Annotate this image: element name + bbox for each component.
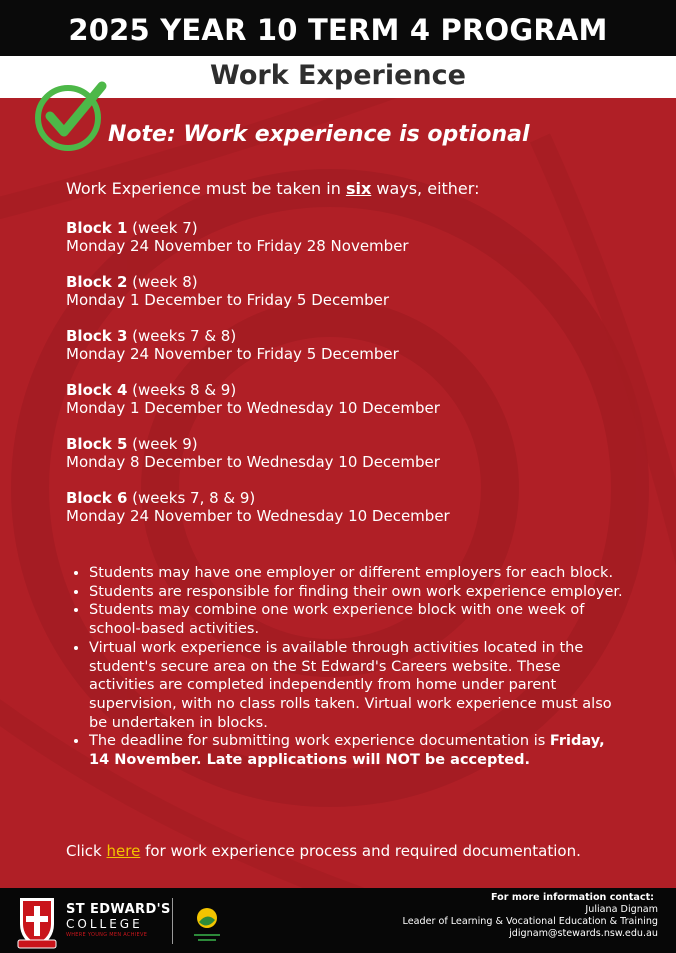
block-1 xyxy=(66,219,626,255)
list-item: • Students may have one employer or different employers for each block. xyxy=(89,564,629,583)
footer xyxy=(0,888,676,953)
checkmark-icon xyxy=(32,78,108,154)
documentation-link[interactable]: here xyxy=(106,842,141,860)
intro-emphasis: six xyxy=(345,179,372,198)
block-4 xyxy=(66,381,626,417)
contact-email[interactable]: jdignam@stewards.nsw.edu.au xyxy=(509,928,658,939)
block-weeks: (weeks 7 & 8) xyxy=(127,327,237,345)
rules-list xyxy=(70,564,629,770)
optional-note: Note: Work experience is optional xyxy=(108,122,530,147)
block-weeks: (weeks 7, 8 & 9) xyxy=(127,489,256,507)
college-motto: WHERE YOUNG MEN ACHIEVE xyxy=(66,932,148,938)
contact-name: Juliana Dignam xyxy=(585,904,658,915)
college-name-word: COLLEGE xyxy=(66,917,143,931)
block-5 xyxy=(66,435,626,471)
college-name xyxy=(66,902,171,939)
contact-heading: For more information contact: xyxy=(491,892,654,903)
block-weeks: (weeks 8 & 9) xyxy=(127,381,237,399)
title-bar xyxy=(0,0,676,56)
intro-text xyxy=(66,177,626,201)
college-name-main: ST EDWARD'S xyxy=(66,902,171,917)
page-subtitle: Work Experience xyxy=(210,60,466,91)
block-dates: Monday 24 November to Friday 28 November xyxy=(66,237,409,255)
main-content xyxy=(66,177,626,543)
block-2 xyxy=(66,273,626,309)
block-weeks: (week 7) xyxy=(127,219,198,237)
deadline-date: Friday, 14 November xyxy=(89,733,605,769)
list-item: • Virtual work experience is available through activities located in the student's secure area on the St Edward's Careers website. These activities are completed independently from home under parent supervision, with no class rolls taken. Virtual work experience must also be undertaken in blocks. xyxy=(89,639,629,733)
list-item: • Students are responsible for finding their own work experience employer. xyxy=(89,583,629,602)
footer-divider xyxy=(172,898,173,944)
click-before: Click xyxy=(66,842,107,860)
partner-logo-icon xyxy=(190,904,224,944)
page-title: 2025 YEAR 10 TERM 4 PROGRAM xyxy=(68,13,608,47)
block-name: Block 4 xyxy=(66,381,128,399)
click-after: for work experience process and required documentation. xyxy=(140,842,581,860)
block-name: Block 2 xyxy=(66,273,128,291)
college-crest-icon xyxy=(14,894,60,950)
block-name: Block 6 xyxy=(66,489,128,507)
block-dates: Monday 24 November to Wednesday 10 December xyxy=(66,507,450,525)
block-weeks: (week 9) xyxy=(127,435,198,453)
intro-after: ways, either: xyxy=(371,179,480,198)
block-name: Block 5 xyxy=(66,435,128,453)
block-name: Block 1 xyxy=(66,219,128,237)
deadline-text: The deadline for submitting work experience documentation is xyxy=(89,733,550,750)
intro-before: Work Experience must be taken in xyxy=(66,179,346,198)
block-dates: Monday 24 November to Friday 5 December xyxy=(66,345,399,363)
deadline-warning: . Late applications will NOT be accepted. xyxy=(196,752,530,769)
block-name: Block 3 xyxy=(66,327,128,345)
block-6 xyxy=(66,489,626,525)
list-item: • Students may combine one work experience block with one week of school-based activities. xyxy=(89,601,629,638)
block-dates: Monday 1 December to Wednesday 10 December xyxy=(66,399,440,417)
documentation-line xyxy=(66,841,581,861)
block-weeks: (week 8) xyxy=(127,273,198,291)
block-3 xyxy=(66,327,626,363)
contact-info xyxy=(403,892,658,940)
deadline-item xyxy=(89,732,629,769)
block-dates: Monday 8 December to Wednesday 10 December xyxy=(66,453,440,471)
contact-role: Leader of Learning & Vocational Education & Training xyxy=(402,916,658,927)
block-dates: Monday 1 December to Friday 5 December xyxy=(66,291,389,309)
